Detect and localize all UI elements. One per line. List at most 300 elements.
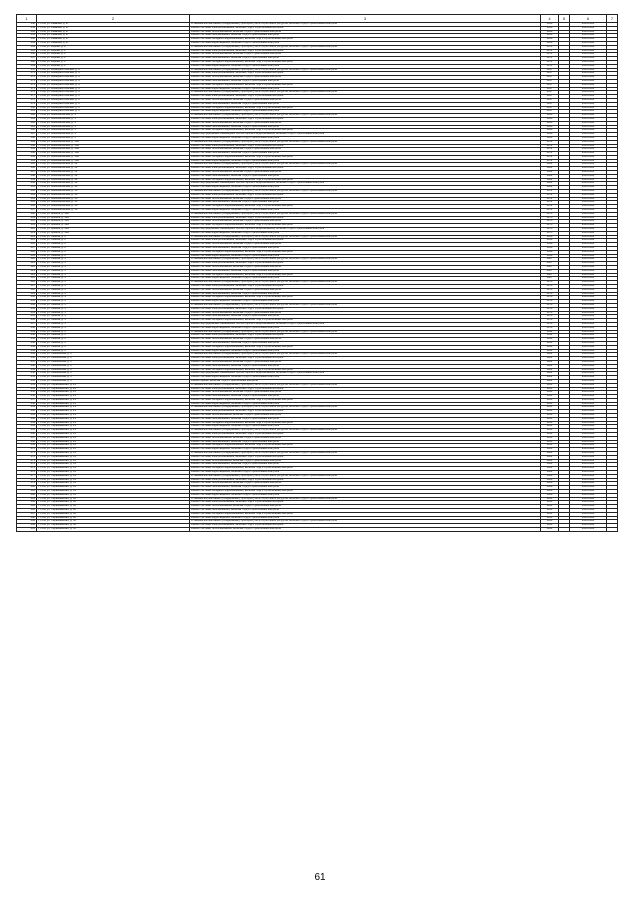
address-cell: г. Ухта, ул. Первомайская, д. 23 <box>37 410 190 414</box>
page-number: 61 <box>314 872 326 883</box>
row-number: 237 <box>17 322 37 326</box>
row-number: 206 <box>17 205 37 209</box>
address-cell: г. Ухта, ул. Ломоносова, д. 1 <box>37 364 190 368</box>
year-cell: 1954 <box>541 330 559 334</box>
row-number: 174 <box>17 83 37 87</box>
period-cell: 2026-2028 <box>570 224 607 228</box>
work-type-cell: Установка коллективных (общедомовых) приборов учета потребления ресурсов, включая ПСД и строительный контроль <box>190 45 541 49</box>
address-cell: г. Ухта, ул. Ленина, д. 6 <box>37 330 190 334</box>
row-number: 222 <box>17 266 37 270</box>
address-cell: г. Ухта, ул. Коммунистическая, д. 4 <box>37 72 190 76</box>
address-cell: г. Ухта, ул. Первомайская, д. 33 <box>37 478 190 482</box>
row-number: 171 <box>17 72 37 76</box>
year-cell: 1957 <box>541 83 559 87</box>
period-cell: 2026-2028 <box>570 125 607 129</box>
row-number: 188 <box>17 136 37 140</box>
address-cell: г. Ухта, ул. Первомайская, д. 23 <box>37 414 190 418</box>
row-number: 213 <box>17 231 37 235</box>
work-type-cell: Ремонт системы электроснабжения, включая ПСД и строительный контроль <box>190 433 541 437</box>
row-number: 228 <box>17 288 37 292</box>
row-number: 232 <box>17 303 37 307</box>
row-number: 194 <box>17 159 37 163</box>
row-number: 224 <box>17 273 37 277</box>
address-cell: г. Ухта, ул. Ленина, д. 6 <box>37 349 190 353</box>
work-type-cell: Ремонт системы газоснабжения, включая ПСД и строительный контроль <box>190 395 541 399</box>
year-cell: 1958 <box>541 235 559 239</box>
period-cell: 2026-2028 <box>570 482 607 486</box>
period-cell: 2026-2028 <box>570 433 607 437</box>
row-number: 266 <box>17 433 37 437</box>
period-cell: 2026-2028 <box>570 277 607 281</box>
period-cell: 2026-2028 <box>570 493 607 497</box>
year-cell: 1953 <box>541 509 559 513</box>
period-cell: 2026-2028 <box>570 410 607 414</box>
year-cell: 1962 <box>541 368 559 372</box>
work-type-cell: Ремонт системы теплоснабжения, включая ПСД и строительный контроль <box>190 197 541 201</box>
work-type-cell: Ремонт системы водоотведения, включая ПСД и строительный контроль <box>190 425 541 429</box>
address-cell: г. Ухта, ул. Ленина, д. 4 <box>37 281 190 285</box>
period-cell: 2026-2028 <box>570 307 607 311</box>
period-cell: 2026-2028 <box>570 425 607 429</box>
row-number: 217 <box>17 247 37 251</box>
work-type-cell: Ремонт внутридомовых инженерных систем горячего водоснабжения, включая ПСД и строительный контроль <box>190 372 541 376</box>
period-cell: 2026-2028 <box>570 239 607 243</box>
year-cell: 1972 <box>541 159 559 163</box>
work-type-cell: Ремонт внутридомовых инженерных систем горячего водоснабжения, включая ПСД и строительный контроль <box>190 228 541 232</box>
year-cell: 1962 <box>541 364 559 368</box>
row-number: 275 <box>17 467 37 471</box>
row-number: 255 <box>17 391 37 395</box>
work-type-cell: Ремонт системы электроснабжения, включая ПСД и строительный контроль <box>190 26 541 30</box>
address-cell: г. Ухта, ул. Ленина, д. 3 <box>37 269 190 273</box>
period-cell: 2026-2028 <box>570 186 607 190</box>
row-number: 289 <box>17 520 37 524</box>
address-cell: г. Ухта, ул. Первомайская, д. 23 <box>37 406 190 410</box>
address-cell: г. Ухта, ул. Первомайская, д. 42 <box>37 512 190 516</box>
row-number: 270 <box>17 448 37 452</box>
work-type-cell: Ремонт системы электроснабжения, включая ПСД и строительный контроль <box>190 144 541 148</box>
work-type-cell: Установка коллективных (общедомовых) приборов учета потребления ресурсов, включая ПСД и строительный контроль <box>190 114 541 118</box>
year-cell: 1953 <box>541 501 559 505</box>
period-cell: 2026-2028 <box>570 167 607 171</box>
work-type-cell: Ремонт системы водоотведения, включая ПСД и строительный контроль <box>190 110 541 114</box>
period-cell: 2026-2028 <box>570 524 607 528</box>
row-number: 240 <box>17 334 37 338</box>
row-number: 242 <box>17 341 37 345</box>
address-cell: г. Ухта, ул. Ленина, д. 6 <box>37 345 190 349</box>
column-number: 3 <box>190 15 541 23</box>
period-cell: 2026-2028 <box>570 159 607 163</box>
row-number: 178 <box>17 98 37 102</box>
year-cell: 1972 <box>541 140 559 144</box>
year-cell: 1958 <box>541 30 559 34</box>
work-type-cell: Ремонт системы холодного водоснабжения, включая ПСД и строительный контроль <box>190 155 541 159</box>
year-cell: 1954 <box>541 349 559 353</box>
year-cell: 1957 <box>541 68 559 72</box>
year-cell: 1964 <box>541 163 559 167</box>
period-cell: 2026-2028 <box>570 417 607 421</box>
row-number: 259 <box>17 406 37 410</box>
year-cell: 1970 <box>541 307 559 311</box>
address-cell: г. Ухта, ул. Кремса, д. 34А <box>37 228 190 232</box>
work-type-cell: Ремонт системы газоснабжения, включая ПСД и строительный контроль <box>190 152 541 156</box>
period-cell: 2026-2028 <box>570 288 607 292</box>
period-cell: 2026-2028 <box>570 353 607 357</box>
row-number: 167 <box>17 57 37 61</box>
year-cell: 1960 <box>541 493 559 497</box>
work-type-cell: Ремонт системы газоснабжения, включая ПСД и строительный контроль <box>190 269 541 273</box>
period-cell: 2026-2028 <box>570 391 607 395</box>
row-number: 235 <box>17 315 37 319</box>
period-cell: 2026-2028 <box>570 64 607 68</box>
address-cell: г. Ухта, ул. Ленина, д. 4 <box>37 300 190 304</box>
work-type-cell: Ремонт системы теплоснабжения, включая ПСД и строительный контроль <box>190 311 541 315</box>
address-cell: г. Ухта, ул. Ленина, д. 3 <box>37 277 190 281</box>
address-cell: г. Ухта, ул. Ломоносова, д. 1 <box>37 379 190 383</box>
row-number: 165 <box>17 49 37 53</box>
work-type-cell: Ремонт системы водоотведения, включая ПСД и строительный контроль <box>190 493 541 497</box>
year-cell: 1972 <box>541 209 559 213</box>
row-number: 214 <box>17 235 37 239</box>
year-cell: 1970 <box>541 281 559 285</box>
address-cell: г. Ухта, ул. Комсомольская, д. 1 <box>37 114 190 118</box>
work-type-cell: Ремонт системы теплоснабжения, включая ПСД и строительный контроль <box>190 121 541 125</box>
work-type-cell: Ремонт системы водоотведения, включая ПСД и строительный контроль <box>190 41 541 45</box>
work-type-cell: Ремонт системы водоотведения, включая ПСД и строительный контроль <box>190 87 541 91</box>
work-type-cell: Ремонт системы электроснабжения, включая ПСД и строительный контроль <box>190 334 541 338</box>
work-type-cell: Установка коллективных (общедомовых) приборов учета потребления ресурсов, включая ПСД и строительный контроль <box>190 258 541 262</box>
year-cell: 1964 <box>541 171 559 175</box>
period-cell: 2026-2028 <box>570 364 607 368</box>
period-cell: 2026-2028 <box>570 273 607 277</box>
work-type-cell: Ремонт системы газоснабжения, включая ПСД и строительный контроль <box>190 174 541 178</box>
row-number: 209 <box>17 216 37 220</box>
address-cell: г. Ухта, ул. Первомайская, д. 23 <box>37 425 190 429</box>
work-type-cell: Ремонт системы холодного водоснабжения, включая ПСД и строительный контроль <box>190 83 541 87</box>
address-cell: г. Ухта, ул. Комсомольская, д. 1 <box>37 121 190 125</box>
row-number: 287 <box>17 512 37 516</box>
year-cell: 1970 <box>541 326 559 330</box>
address-cell: г. Ухта, ул. Кирова, д. 2 <box>37 45 190 49</box>
address-cell: г. Ухта, ул. Коммунистическая, д. 6 <box>37 110 190 114</box>
work-type-cell: Ремонт системы электроснабжения, включая ПСД и строительный контроль <box>190 410 541 414</box>
year-cell: 1964 <box>541 167 559 171</box>
period-cell: 2026-2028 <box>570 505 607 509</box>
year-cell: 1954 <box>541 345 559 349</box>
address-cell: г. Ухта, ул. Комсомольская, д. 12 <box>37 178 190 182</box>
year-cell: 1962 <box>541 376 559 380</box>
work-type-cell: Ремонт системы водоотведения, включая ПСД и строительный контроль <box>190 186 541 190</box>
period-cell: 2026-2028 <box>570 155 607 159</box>
address-cell: г. Ухта, ул. Иванова, д. 27 <box>37 41 190 45</box>
year-cell: 1958 <box>541 38 559 42</box>
period-cell: 2026-2028 <box>570 303 607 307</box>
year-cell: 1967 <box>541 273 559 277</box>
year-cell: 1964 <box>541 471 559 475</box>
period-cell: 2026-2028 <box>570 326 607 330</box>
year-cell: 1975 <box>541 216 559 220</box>
work-type-cell: Установка коллективных (общедомовых) приборов учета потребления ресурсов, включая ПСД и строительный контроль <box>190 474 541 478</box>
year-cell: 1954 <box>541 338 559 342</box>
work-type-cell: Ремонт системы холодного водоснабжения, включая ПСД и строительный контроль <box>190 273 541 277</box>
row-number: 159 <box>17 26 37 30</box>
address-cell: г. Ухта, ул. Комсомольская, д. 12 <box>37 174 190 178</box>
row-number: 274 <box>17 463 37 467</box>
work-type-cell: Ремонт внутридомовых инженерных систем горячего водоснабжения, включая ПСД и строительный контроль <box>190 322 541 326</box>
work-type-cell: Ремонт системы электроснабжения, включая ПСД и строительный контроль <box>190 117 541 121</box>
address-cell: г. Ухта, ул. Комсомольская, д. 12 <box>37 163 190 167</box>
period-cell: 2026-2028 <box>570 300 607 304</box>
year-cell: 1962 <box>541 379 559 383</box>
row-number: 247 <box>17 360 37 364</box>
address-cell: г. Ухта, ул. Комсомольская, д. 12 <box>37 171 190 175</box>
work-type-cell: Ремонт системы газоснабжения, включая ПСД и строительный контроль <box>190 440 541 444</box>
work-type-cell: Ремонт системы холодного водоснабжения, включая ПСД и строительный контроль <box>190 224 541 228</box>
address-cell: г. Ухта, ул. Первомайская, д. 31 <box>37 467 190 471</box>
row-number: 265 <box>17 429 37 433</box>
document-page <box>16 14 616 876</box>
period-cell: 2026-2028 <box>570 201 607 205</box>
work-type-cell: Ремонт системы электроснабжения, включая ПСД и строительный контроль <box>190 239 541 243</box>
year-cell: 1970 <box>541 303 559 307</box>
row-number: 180 <box>17 106 37 110</box>
period-cell: 2026-2028 <box>570 296 607 300</box>
row-number: 195 <box>17 163 37 167</box>
period-cell: 2026-2028 <box>570 231 607 235</box>
year-cell: 1958 <box>541 250 559 254</box>
row-number: 257 <box>17 398 37 402</box>
work-type-cell: Установка коллективных (общедомовых) приборов учета потребления ресурсов, включая ПСД и строительный контроль <box>190 383 541 387</box>
work-type-cell: Ремонт системы газоснабжения, включая ПСД и строительный контроль <box>190 341 541 345</box>
column-number: 1 <box>17 15 37 23</box>
period-cell: 2026-2028 <box>570 190 607 194</box>
period-cell: 2026-2028 <box>570 129 607 133</box>
row-number: 211 <box>17 224 37 228</box>
address-cell: г. Ухта, ул. Кремса, д. 34А <box>37 220 190 224</box>
period-cell: 2026-2028 <box>570 178 607 182</box>
row-number: 161 <box>17 34 37 38</box>
year-cell: 1953 <box>541 512 559 516</box>
work-type-cell: Ремонт системы холодного водоснабжения, включая ПСД и строительный контроль <box>190 205 541 209</box>
address-cell: г. Ухта, ул. Первомайская, д. 21 <box>37 383 190 387</box>
work-type-cell: Ремонт системы водоотведения, включая ПСД и строительный контроль <box>190 300 541 304</box>
period-cell: 2026-2028 <box>570 250 607 254</box>
year-cell: 1967 <box>541 277 559 281</box>
work-type-cell: Ремонт системы теплоснабжения, включая ПСД и строительный контроль <box>190 30 541 34</box>
work-type-cell: Ремонт системы электроснабжения, включая ПСД и строительный контроль <box>190 478 541 482</box>
period-cell: 2026-2028 <box>570 136 607 140</box>
year-cell: 1954 <box>541 334 559 338</box>
year-cell: 1958 <box>541 239 559 243</box>
period-cell: 2026-2028 <box>570 509 607 513</box>
period-cell: 2026-2028 <box>570 387 607 391</box>
year-cell: 1962 <box>541 357 559 361</box>
period-cell: 2026-2028 <box>570 41 607 45</box>
year-cell: 1975 <box>541 228 559 232</box>
year-cell: 1958 <box>541 243 559 247</box>
year-cell: 1957 <box>541 87 559 91</box>
work-type-cell: Ремонт системы теплоснабжения, включая ПСД и строительный контроль <box>190 76 541 80</box>
year-cell: 1953 <box>541 421 559 425</box>
row-number: 170 <box>17 68 37 72</box>
address-cell: г. Ухта, ул. Ломоносова, д. 1 <box>37 353 190 357</box>
work-type-cell: Ремонт системы водоотведения, включая ПСД и строительный контроль <box>190 402 541 406</box>
row-number: 248 <box>17 364 37 368</box>
address-cell: г. Ухта, ул. Коммунистическая, д. 6 <box>37 98 190 102</box>
work-type-cell: Ремонт системы холодного водоснабжения, включая ПСД и строительный контроль <box>190 129 541 133</box>
address-cell: г. Ухта, ул. Первомайская, д. 42 <box>37 501 190 505</box>
work-type-cell: Ремонт системы водоотведения, включая ПСД и строительный контроль <box>190 471 541 475</box>
period-cell: 2026-2028 <box>570 152 607 156</box>
address-cell: г. Ухта, ул. Коммунистическая, д. 4 <box>37 76 190 80</box>
work-type-cell: Установка коллективных (общедомовых) приборов учета потребления ресурсов, включая ПСД и строительный контроль <box>190 429 541 433</box>
row-number: 262 <box>17 417 37 421</box>
work-type-cell: Ремонт системы электроснабжения, включая ПСД и строительный контроль <box>190 193 541 197</box>
address-cell: г. Ухта, ул. Комсомольская, д. 16 <box>37 205 190 209</box>
address-cell: г. Ухта, ул. Комсомольская, д. 10А <box>37 148 190 152</box>
address-cell: г. Ухта, ул. Комсомольская, д. 12 <box>37 167 190 171</box>
year-cell: 1970 <box>541 296 559 300</box>
year-cell: 1964 <box>541 452 559 456</box>
period-cell: 2026-2028 <box>570 79 607 83</box>
address-cell: г. Ухта, ул. Первомайская, д. 25 <box>37 444 190 448</box>
address-cell: г. Ухта, ул. Иванова, д. 27 <box>37 38 190 42</box>
address-cell: г. Ухта, ул. Ленина, д. 5 <box>37 319 190 323</box>
year-cell: 1953 <box>541 448 559 452</box>
period-cell: 2026-2028 <box>570 376 607 380</box>
row-number: 241 <box>17 338 37 342</box>
period-cell: 2026-2028 <box>570 205 607 209</box>
address-cell: г. Ухта, ул. Коммунистическая, д. 4 <box>37 68 190 72</box>
year-cell: 1946 <box>541 121 559 125</box>
row-number: 198 <box>17 174 37 178</box>
period-cell: 2026-2028 <box>570 474 607 478</box>
row-number: 260 <box>17 410 37 414</box>
period-cell: 2026-2028 <box>570 455 607 459</box>
year-cell: 1964 <box>541 467 559 471</box>
row-number: 177 <box>17 95 37 99</box>
row-number: 215 <box>17 239 37 243</box>
period-cell: 2026-2028 <box>570 490 607 494</box>
row-number: 186 <box>17 129 37 133</box>
year-cell: 1970 <box>541 322 559 326</box>
address-cell: г. Ухта, ул. Ленина, д. 5 <box>37 315 190 319</box>
year-cell: 1962 <box>541 372 559 376</box>
year-cell: 1967 <box>541 269 559 273</box>
year-cell: 1958 <box>541 254 559 258</box>
row-number: 216 <box>17 243 37 247</box>
year-cell: 1975 <box>541 212 559 216</box>
row-number: 236 <box>17 319 37 323</box>
work-type-cell: Ремонт системы газоснабжения, включая ПСД и строительный контроль <box>190 292 541 296</box>
year-cell: 1953 <box>541 429 559 433</box>
period-cell: 2026-2028 <box>570 95 607 99</box>
year-cell: 1953 <box>541 383 559 387</box>
work-type-cell: Ремонт системы электроснабжения, включая ПСД и строительный контроль <box>190 49 541 53</box>
address-cell: г. Ухта, ул. Первомайская, д. 33 <box>37 474 190 478</box>
year-cell: 1972 <box>541 144 559 148</box>
period-cell: 2026-2028 <box>570 53 607 57</box>
work-type-cell: Ремонт системы электроснабжения, включая ПСД и строительный контроль <box>190 95 541 99</box>
work-type-cell: Установка коллективных (общедомовых) приборов учета потребления ресурсов, включая ПСД и строительный контроль <box>190 497 541 501</box>
period-cell: 2026-2028 <box>570 429 607 433</box>
period-cell: 2026-2028 <box>570 57 607 61</box>
address-cell: г. Ухта, ул. Иванова, д. 27 <box>37 34 190 38</box>
year-cell: 1958 <box>541 26 559 30</box>
address-cell: г. Ухта, ул. Первомайская, д. 25 <box>37 429 190 433</box>
row-number: 172 <box>17 76 37 80</box>
address-cell: г. Ухта, ул. Ленина, д. 2 <box>37 235 190 239</box>
work-type-cell: Ремонт системы холодного водоснабжения, включая ПСД и строительный контроль <box>190 250 541 254</box>
work-type-cell: Ремонт системы холодного водоснабжения, включая ПСД и строительный контроль <box>190 38 541 42</box>
period-cell: 2026-2028 <box>570 372 607 376</box>
period-cell: 2026-2028 <box>570 102 607 106</box>
row-number: 183 <box>17 117 37 121</box>
row-number: 168 <box>17 60 37 64</box>
period-cell: 2026-2028 <box>570 292 607 296</box>
period-cell: 2026-2028 <box>570 121 607 125</box>
address-cell: г. Ухта, ул. Комсомольская, д. 10А <box>37 144 190 148</box>
address-cell: г. Ухта, ул. Кирова, д. 2 <box>37 57 190 61</box>
work-type-cell: Установка коллективных (общедомовых) приборов учета потребления ресурсов, включая ПСД и строительный контроль <box>190 520 541 524</box>
work-type-cell: Ремонт системы холодного водоснабжения, включая ПСД и строительный контроль <box>190 490 541 494</box>
address-cell: г. Ухта, ул. Ломоносова, д. 1 <box>37 368 190 372</box>
work-type-cell: Установка коллективных (общедомовых) приборов учета потребления ресурсов, включая ПСД и строительный контроль <box>190 140 541 144</box>
row-number: 263 <box>17 421 37 425</box>
year-cell: 1953 <box>541 440 559 444</box>
year-cell: 1953 <box>541 414 559 418</box>
work-type-cell: Ремонт системы теплоснабжения, включая ПСД и строительный контроль <box>190 360 541 364</box>
row-number: 182 <box>17 114 37 118</box>
period-cell: 2026-2028 <box>570 148 607 152</box>
period-cell: 2026-2028 <box>570 436 607 440</box>
row-number: 234 <box>17 311 37 315</box>
period-cell: 2026-2028 <box>570 315 607 319</box>
work-type-cell: Ремонт системы электроснабжения, включая ПСД и строительный контроль <box>190 357 541 361</box>
work-type-cell: Ремонт внутридомовых инженерных систем горячего водоснабжения, включая ПСД и строительный контроль <box>190 133 541 137</box>
work-type-cell: Ремонт внутридомовых инженерных систем горячего водоснабжения, включая ПСД и строительный контроль <box>190 182 541 186</box>
row-number: 229 <box>17 292 37 296</box>
address-cell: г. Ухта, ул. Ленина, д. 2 <box>37 247 190 251</box>
year-cell: 1960 <box>541 482 559 486</box>
work-type-cell: Ремонт системы газоснабжения, включая ПСД и строительный контроль <box>190 57 541 61</box>
work-type-cell: Ремонт системы газоснабжения, включая ПСД и строительный контроль <box>190 364 541 368</box>
period-cell: 2026-2028 <box>570 38 607 42</box>
period-cell: 2026-2028 <box>570 486 607 490</box>
table-row <box>17 527 618 531</box>
address-cell: г. Ухта, ул. Коммунистическая, д. 6 <box>37 91 190 95</box>
address-cell: г. Ухта, ул. Коммунистическая, д. 4 <box>37 83 190 87</box>
year-cell: 1964 <box>541 182 559 186</box>
year-cell: 1971 <box>541 60 559 64</box>
row-number: 276 <box>17 471 37 475</box>
year-cell: 1972 <box>541 155 559 159</box>
work-type-cell: Ремонт системы электроснабжения, включая ПСД и строительный контроль <box>190 307 541 311</box>
period-cell: 2026-2028 <box>570 49 607 53</box>
period-cell: 2026-2028 <box>570 322 607 326</box>
period-cell: 2026-2028 <box>570 235 607 239</box>
row-number: 181 <box>17 110 37 114</box>
work-type-cell: Ремонт системы водоотведения, включая ПСД и строительный контроль <box>190 349 541 353</box>
row-number: 253 <box>17 383 37 387</box>
period-cell: 2026-2028 <box>570 228 607 232</box>
work-type-cell: Ремонт системы электроснабжения, включая ПСД и строительный контроль <box>190 387 541 391</box>
year-cell: 1953 <box>541 402 559 406</box>
address-cell: г. Ухта, ул. Первомайская, д. 31 <box>37 455 190 459</box>
period-cell: 2026-2028 <box>570 402 607 406</box>
period-cell: 2026-2028 <box>570 349 607 353</box>
period-cell: 2026-2028 <box>570 406 607 410</box>
